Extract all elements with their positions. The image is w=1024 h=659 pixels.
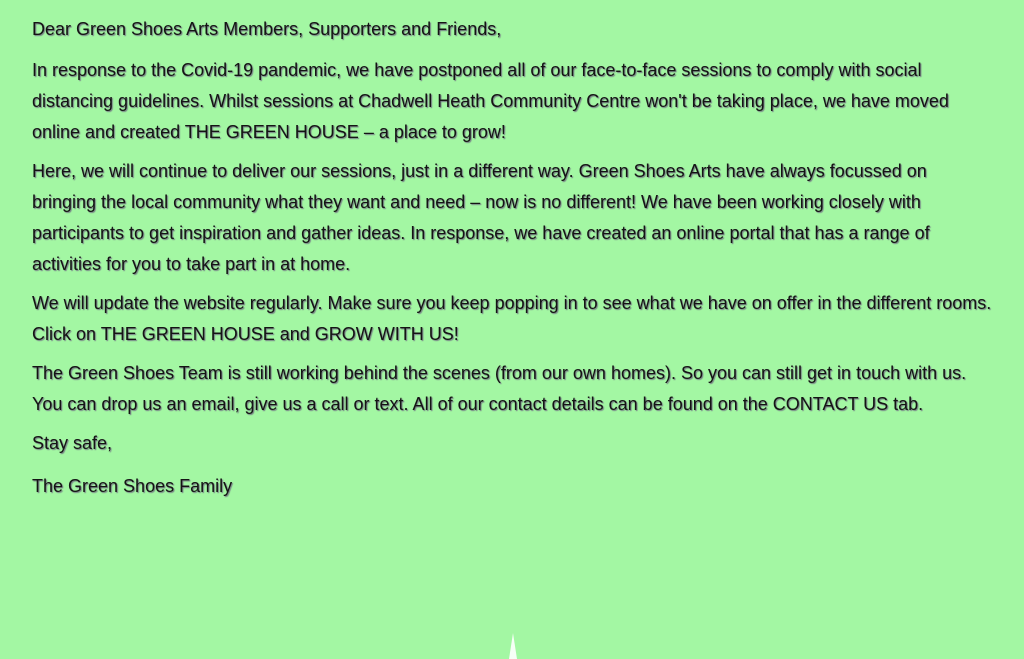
letter-paragraph-sessions: Here, we will continue to deliver our sessions, just in a different way. Green Shoes Arts have always focussed on bringing the local community what they want and need – now is no different! We have been working closely with participants to get inspiration and gather ideas. In response, we have created an online portal that has a range of activities for you to take part in at home. — [32, 161, 930, 274]
letter-salutation: Dear Green Shoes Arts Members, Supporters and Friends, — [32, 19, 502, 39]
letter-closing: Stay safe, — [32, 433, 113, 453]
letter-paragraph-covid: In response to the Covid-19 pandemic, we have postponed all of our face-to-face sessions to comply with social distancing guidelines. Whilst sessions at Chadwell Heath Community Centre won't be taking place, we have moved online and created THE GREEN HOUSE – a place to grow! — [32, 60, 949, 142]
letter-body — [32, 14, 992, 510]
letter-paragraph-website: We will update the website regularly. Make sure you keep popping in to see what we have on offer in the different rooms. Click on THE GREEN HOUSE and GROW WITH US! — [32, 293, 992, 344]
letter-signature: The Green Shoes Family — [32, 476, 233, 496]
letter-paragraph-contact: The Green Shoes Team is still working behind the scenes (from our own homes). So you can still get in touch with us. You can drop us an email, give us a call or text. All of our contact details can be found on the CONTACT US tab. — [32, 363, 967, 414]
white-spike-icon — [506, 633, 520, 659]
